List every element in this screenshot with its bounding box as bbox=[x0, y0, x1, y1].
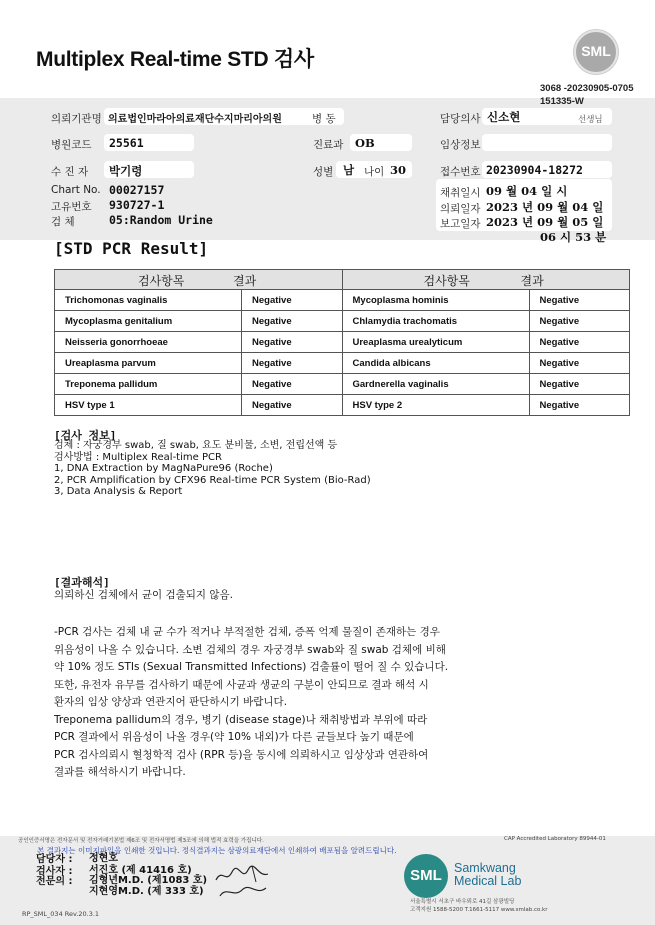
document-number-line-2: 151335-W bbox=[540, 96, 584, 107]
test-item: Candida albicans bbox=[342, 353, 529, 374]
test-info-line: 검사방법 : Multiplex Real-time PCR bbox=[54, 451, 222, 463]
document-number bbox=[540, 82, 634, 108]
sex-label: 성별 bbox=[313, 166, 334, 178]
institution-label: 의뢰기관명 bbox=[51, 113, 102, 125]
collection-value: 09 월 04 일 시 bbox=[486, 184, 568, 198]
interpretation-line: 약 10% 정도 STIs (Sexual Transmitted Infections) 검출률이 떨어 질 수 있습니다. bbox=[54, 661, 449, 673]
doctor-value: 신소현 bbox=[487, 110, 521, 124]
interpretation-line: PCR 결과에서 위음성이 나올 경우(약 10% 내외)가 다른 균들보다 높기 때문에 bbox=[54, 731, 414, 743]
brand-name bbox=[454, 862, 521, 888]
brand-line-2: Medical Lab bbox=[454, 874, 522, 888]
report-title: Multiplex Real-time STD 검사 bbox=[36, 48, 314, 71]
institution-value: 의료법인마라아의료재단수지마리아의원 bbox=[108, 114, 282, 125]
interpretation-body bbox=[54, 624, 448, 782]
test-item: Treponema pallidum bbox=[55, 374, 242, 395]
staff-name: 김형년M.D. (제1083 호) bbox=[89, 875, 208, 886]
test-info-line: 2, PCR Amplification by CFX96 Real-time PCR System (Bio-Rad) bbox=[54, 474, 371, 486]
hospital-code-label: 병원코드 bbox=[51, 139, 92, 151]
test-result: Negative bbox=[242, 395, 343, 416]
staff-name: 서진호 (제 41416 호) bbox=[89, 865, 192, 876]
request-value: 2023 년 09 월 04 일 bbox=[486, 200, 604, 214]
test-item: Mycoplasma genitalium bbox=[55, 311, 242, 332]
interpretation-line: 결과를 해석하시기 바랍니다. bbox=[54, 766, 186, 778]
interpretation-line: Treponema pallidum의 경우, 병기 (disease stage)나 채취방법과 부위에 따라 bbox=[54, 713, 428, 726]
interpretation-line: 위음성이 나올 수 있습니다. 소변 검체의 경우 자궁경부 swab와 질 swab 검체에 비해 bbox=[54, 643, 446, 656]
test-item: Gardnerella vaginalis bbox=[342, 374, 529, 395]
test-result: Negative bbox=[529, 311, 630, 332]
sml-logo-icon bbox=[404, 854, 448, 898]
result-section-title: [STD PCR Result] bbox=[54, 239, 209, 258]
test-result: Negative bbox=[529, 395, 630, 416]
test-item: Ureaplasma urealyticum bbox=[342, 332, 529, 353]
request-label: 의뢰일자 bbox=[440, 203, 481, 215]
accreditation: CAP Accredited Laboratory 89944-01 bbox=[504, 836, 606, 842]
header-item: 검사항목 bbox=[423, 274, 470, 288]
test-result: Negative bbox=[529, 332, 630, 353]
test-item: Ureaplasma parvum bbox=[55, 353, 242, 374]
address: 서울특별시 서초구 바우뫼로 41길 삼광빌딩 bbox=[410, 899, 515, 905]
test-result: Negative bbox=[242, 290, 343, 311]
test-item: Chlamydia trachomatis bbox=[342, 311, 529, 332]
fine-print: 공인인증서명은 전자문서 및 전자거래기본법 제6조 및 전자서명법 제3조에 의해 법적 효력을 가집니다. bbox=[18, 838, 264, 844]
interpretation-heading: [결과해석] bbox=[54, 576, 110, 589]
signatures-icon bbox=[212, 862, 274, 902]
contact: 고객지원 1588-5200 T.1661-5117 www.smlab.co.kr bbox=[410, 907, 548, 913]
test-item: Neisseria gonorrhoeae bbox=[55, 332, 242, 353]
test-info-line: 검체 : 자궁경부 swab, 질 swab, 요도 분비물, 소변, 전립선액 등 bbox=[54, 440, 338, 451]
footer-note: 본 결과지는 이미지파일을 인쇄한 것입니다. 정식결과지는 삼광의료재단에서 인쇄하여 배포됨을 알려드립니다. bbox=[37, 846, 397, 855]
test-result: Negative bbox=[242, 374, 343, 395]
interpretation-line: PCR 검사의뢰시 혈청학적 검사 (RPR 등)을 동시에 의뢰하시고 임상상과 연관하여 bbox=[54, 748, 429, 761]
sex-value: 남 bbox=[343, 163, 355, 177]
test-result: Negative bbox=[242, 353, 343, 374]
specimen-value: 05:Random Urine bbox=[109, 213, 213, 227]
table-row bbox=[55, 311, 630, 332]
test-item: Mycoplasma hominis bbox=[342, 290, 529, 311]
receipt-label: 접수번호 bbox=[440, 166, 481, 178]
ward-label: 병 동 bbox=[312, 113, 336, 125]
staff-role: 전문의 : bbox=[36, 876, 73, 887]
header-cell-left bbox=[55, 270, 343, 290]
report-value: 2023 년 09 월 05 일 bbox=[486, 215, 604, 229]
clinical-info-field bbox=[482, 134, 612, 151]
table-row bbox=[55, 332, 630, 353]
hospital-code-value: 25561 bbox=[109, 136, 144, 150]
staff-name: 정현호 bbox=[89, 853, 118, 864]
doctor-label: 담당의사 bbox=[440, 113, 481, 125]
receipt-value: 20230904-18272 bbox=[486, 163, 583, 177]
header-result: 결과 bbox=[233, 274, 257, 288]
test-info-heading: [검사 정보] bbox=[54, 429, 117, 442]
results-table bbox=[54, 269, 630, 416]
header-result: 결과 bbox=[520, 274, 544, 288]
test-result: Negative bbox=[529, 290, 630, 311]
id-label: 고유번호 bbox=[51, 201, 92, 213]
logo-text: SML bbox=[410, 867, 442, 884]
chart-value: 00027157 bbox=[109, 183, 165, 197]
staff-role: 담당자 : bbox=[36, 854, 73, 865]
interpretation-line: 환자의 임상 양상과 연관지어 판단하시기 바랍니다. bbox=[54, 696, 288, 708]
test-result: Negative bbox=[242, 332, 343, 353]
table-header-row bbox=[55, 270, 630, 290]
form-number: RP_SML_034 Rev.20.3.1 bbox=[22, 910, 100, 918]
staff-role: 검사자 : bbox=[36, 866, 73, 877]
chart-label: Chart No. bbox=[51, 184, 101, 196]
age-value: 30 bbox=[390, 163, 407, 177]
document-number-line-1: 3068 -20230905-0705 bbox=[540, 83, 634, 94]
dept-value: OB bbox=[355, 136, 375, 150]
test-result: Negative bbox=[529, 374, 630, 395]
test-result: Negative bbox=[529, 353, 630, 374]
test-result: Negative bbox=[242, 311, 343, 332]
report-time: 06 시 53 분 bbox=[540, 230, 607, 244]
table-row bbox=[55, 353, 630, 374]
clinical-info-label: 임상정보 bbox=[440, 139, 481, 151]
sml-logo-icon bbox=[574, 30, 618, 74]
staff-name: 지현영M.D. (제 333 호) bbox=[89, 886, 204, 897]
report-label: 보고일자 bbox=[440, 218, 481, 230]
dept-label: 진료과 bbox=[313, 139, 344, 151]
brand-line-1: Samkwang bbox=[454, 861, 516, 875]
examinee-label: 수 진 자 bbox=[51, 166, 89, 178]
examinee-value: 박기령 bbox=[109, 164, 143, 178]
table-row bbox=[55, 290, 630, 311]
interpretation-summary: 의뢰하신 검체에서 균이 검출되지 않음. bbox=[54, 589, 233, 601]
specimen-label: 검 체 bbox=[51, 216, 75, 228]
table-row bbox=[55, 395, 630, 416]
header-cell-right bbox=[342, 270, 630, 290]
id-value: 930727-1 bbox=[109, 198, 165, 212]
test-item: HSV type 1 bbox=[55, 395, 242, 416]
test-info-body bbox=[54, 440, 371, 498]
test-item: HSV type 2 bbox=[342, 395, 529, 416]
interpretation-line: 또한, 유전자 유무를 검사하기 때문에 사균과 생균의 구분이 안되므로 결과 해석 시 bbox=[54, 678, 429, 691]
test-info-line: 1, DNA Extraction by MagNaPure96 (Roche) bbox=[54, 463, 273, 474]
age-label: 나이 bbox=[364, 166, 385, 178]
test-info-line: 3, Data Analysis & Report bbox=[54, 486, 183, 497]
table-row bbox=[55, 374, 630, 395]
interpretation-line: -PCR 검사는 검체 내 균 수가 적거나 부적절한 검체, 증폭 억제 물질이 존재하는 경우 bbox=[54, 626, 440, 638]
header-item: 검사항목 bbox=[138, 274, 185, 288]
test-item: Trichomonas vaginalis bbox=[55, 290, 242, 311]
logo-text: SML bbox=[581, 43, 611, 59]
collection-label: 채취일시 bbox=[440, 187, 481, 199]
doctor-suffix: 선생님 bbox=[578, 115, 603, 125]
